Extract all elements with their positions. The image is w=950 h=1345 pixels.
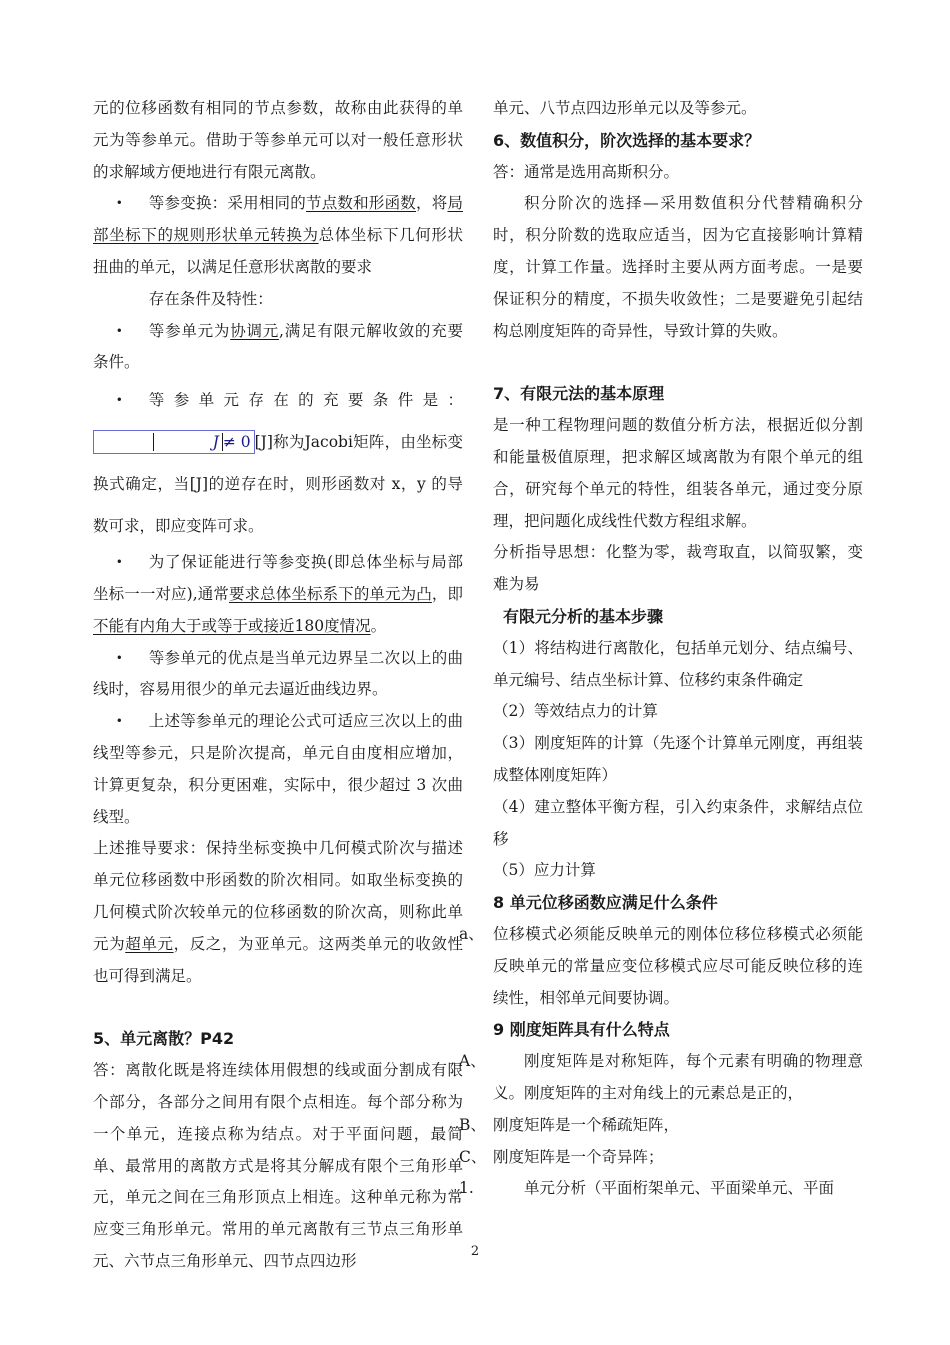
- bullet-paragraph: [93, 316, 463, 380]
- paragraph: 分析指导思想：化整为零，裁弯取直，以简驭繁，变难为易: [493, 543, 863, 594]
- bullet-paragraph: [93, 706, 463, 833]
- bullet-paragraph: [93, 379, 463, 547]
- text: 等参变换：采用相同的: [148, 194, 306, 213]
- list-marker: C、: [459, 1147, 487, 1166]
- bullet-marker: •: [115, 323, 123, 338]
- paragraph: [93, 833, 463, 992]
- heading-7: 7、有限元法的基本原理: [493, 384, 665, 404]
- bullet-marker: •: [115, 196, 123, 211]
- page-number: 2: [470, 1244, 480, 1259]
- heading-8: 8 单元位移函数应满足什么条件: [493, 893, 718, 913]
- step-item: （1）将结构进行离散化，包括单元划分、结点编号、单元编号、结点坐标计算、位移约束条件确定: [493, 638, 863, 689]
- bullet-paragraph: [93, 188, 463, 283]
- text: 等参单元为: [148, 321, 231, 340]
- underlined-text: 节点数和形函数: [305, 194, 417, 213]
- underlined-text: 要求总体坐标系下的单元为凸: [228, 584, 432, 603]
- bullet-marker: •: [115, 650, 123, 665]
- text: 刚度矩阵是对称矩阵，每个元素有明确的物理意义。刚度矩阵的主对角线上的元素总是正的，: [493, 1052, 863, 1102]
- spacer: [493, 347, 863, 378]
- bullet-marker: •: [115, 555, 123, 570]
- bullet-marker: •: [115, 393, 123, 408]
- list-item: [459, 919, 863, 1014]
- text: ，即: [431, 584, 463, 603]
- text: 。: [370, 616, 387, 635]
- right-column: [459, 93, 863, 1205]
- paragraph: 答：通常是选用高斯积分。: [493, 162, 680, 181]
- spacer: [93, 992, 463, 1023]
- heading-9: 9 刚度矩阵具有什么特点: [493, 1020, 670, 1040]
- text: 刚度矩阵是一个稀疏矩阵，: [493, 1115, 680, 1134]
- text: ，将: [416, 194, 448, 213]
- list-item: [459, 1046, 863, 1110]
- heading-steps: 有限元分析的基本步骤: [503, 606, 664, 626]
- paragraph: 答：离散化既是将连续体用假想的线或面分割成有限个部分，各部分之间用有限个点相连。每个部分称为一个单元，连接点称为结点。对于平面问题，最简单、最常用的离散方式是将其分解成有限个三角形单元，单元之间在三角形顶点上相连。这种单元称为常应变三角形单元。常用的单元离散有三节点三角形单元、六节点三角形单元、四节点四边形: [93, 1061, 463, 1270]
- text: 单元分析（平面桁架单元、平面梁单元、平面: [524, 1179, 835, 1198]
- text: 上述推导要求：保持坐标变换中几何模式阶次与描述单元位移函数中形函数的阶次相同。如取坐标变换的几何模式阶次较单元的位移函数的阶次高，则称此单元为: [93, 839, 463, 953]
- underlined-text: 局部坐标下的规则形状单元转换为: [93, 194, 463, 245]
- bullet-paragraph: [93, 547, 463, 642]
- jacobi-formula: [93, 430, 255, 454]
- heading-6: 6、数值积分，阶次选择的基本要求？: [493, 130, 761, 150]
- heading-5: 5、单元离散？P42: [93, 1029, 235, 1049]
- formula-ne-zero: ≠ 0: [222, 433, 251, 452]
- paragraph: 单元、八节点四边形单元以及等参元。: [493, 99, 757, 117]
- text: 等参单元存在的充要条件是：: [148, 391, 463, 410]
- text: 总体坐标下几何形状扭曲的单元，以满足任意形状离散的要求: [93, 226, 463, 276]
- text: ,满足有限元解收敛的充要条件。: [93, 321, 463, 372]
- text: 刚度矩阵是一个奇异阵；: [493, 1147, 664, 1166]
- bullet-marker: •: [115, 714, 123, 729]
- formula-det-j: J: [153, 433, 223, 451]
- step-item: （3）刚度矩阵的计算（先逐个计算单元刚度，再组装成整体刚度矩阵）: [493, 734, 863, 784]
- list-marker: A、: [459, 1052, 486, 1071]
- paragraph: 存在条件及特性：: [148, 289, 273, 308]
- paragraph: 是一种工程物理问题的数值分析方法，根据近似分割和能量极值原理，把求解区域离散为有限个单元的组合，研究每个单元的特性，组装各单元，通过变分原理，把问题化成线性代数方程组求解。: [493, 416, 863, 530]
- list-marker: a、: [459, 924, 484, 943]
- text: 为了保证能进行等参变换(即总体坐标与局部坐标一一对应),通常: [93, 553, 463, 603]
- underlined-text: 超单元: [125, 934, 174, 953]
- list-item: [459, 1142, 863, 1174]
- text: 等参单元的优点是当单元边界呈二次以上的曲线时，容易用很少的单元去逼近曲线边界。: [93, 648, 463, 699]
- step-item: （5）应力计算: [493, 861, 596, 880]
- paragraph: 积分阶次的选择—采用数值积分代替精确积分时，积分阶数的选取应适当，因为它直接影响计算精度，计算工作量。选择时主要从两方面考虑。一是要保证积分的精度，不损失收敛性；二是要避免引起结构总刚度矩阵的奇异性，导致计算的失败。: [493, 194, 863, 340]
- text: 上述等参单元的理论公式可适应三次以上的曲线型等参元，只是阶次提高，单元自由度相应增加，计算更复杂，积分更困难，实际中，很少超过 3 次曲线型。: [93, 712, 463, 826]
- step-item: （4）建立整体平衡方程，引入约束条件，求解结点位移: [493, 797, 863, 848]
- list-marker: 1.: [459, 1179, 474, 1198]
- paragraph: 元的位移函数有相同的节点参数，故称由此获得的单元为等参单元。借助于等参单元可以对一般任意形状的求解域方便地进行有限元离散。: [93, 99, 463, 181]
- list-marker: B、: [459, 1115, 486, 1134]
- underlined-text: 协调元: [230, 321, 280, 340]
- left-column: [93, 93, 463, 1278]
- list-item: [459, 1110, 863, 1142]
- bullet-paragraph: [93, 643, 463, 707]
- step-item: （2）等效结点力的计算: [493, 702, 658, 721]
- text: 位移模式必须能反映单元的刚体位移位移模式必须能反映单元的常量应变位移模式应尽可能反映位移的连续性，相邻单元间要协调。: [493, 924, 863, 1007]
- underlined-text: 不能有内角大于或等于或接近180度情况: [93, 616, 371, 635]
- text: [J]称为Jacobi矩阵，由坐标变换式确定，当[J]的逆存在时，则形函数对 x，y 的导数可求，即应变阵可求。: [93, 433, 463, 536]
- text: ，反之，为亚单元。这两类单元的收敛性也可得到满足。: [93, 934, 463, 985]
- list-item: [459, 1173, 863, 1205]
